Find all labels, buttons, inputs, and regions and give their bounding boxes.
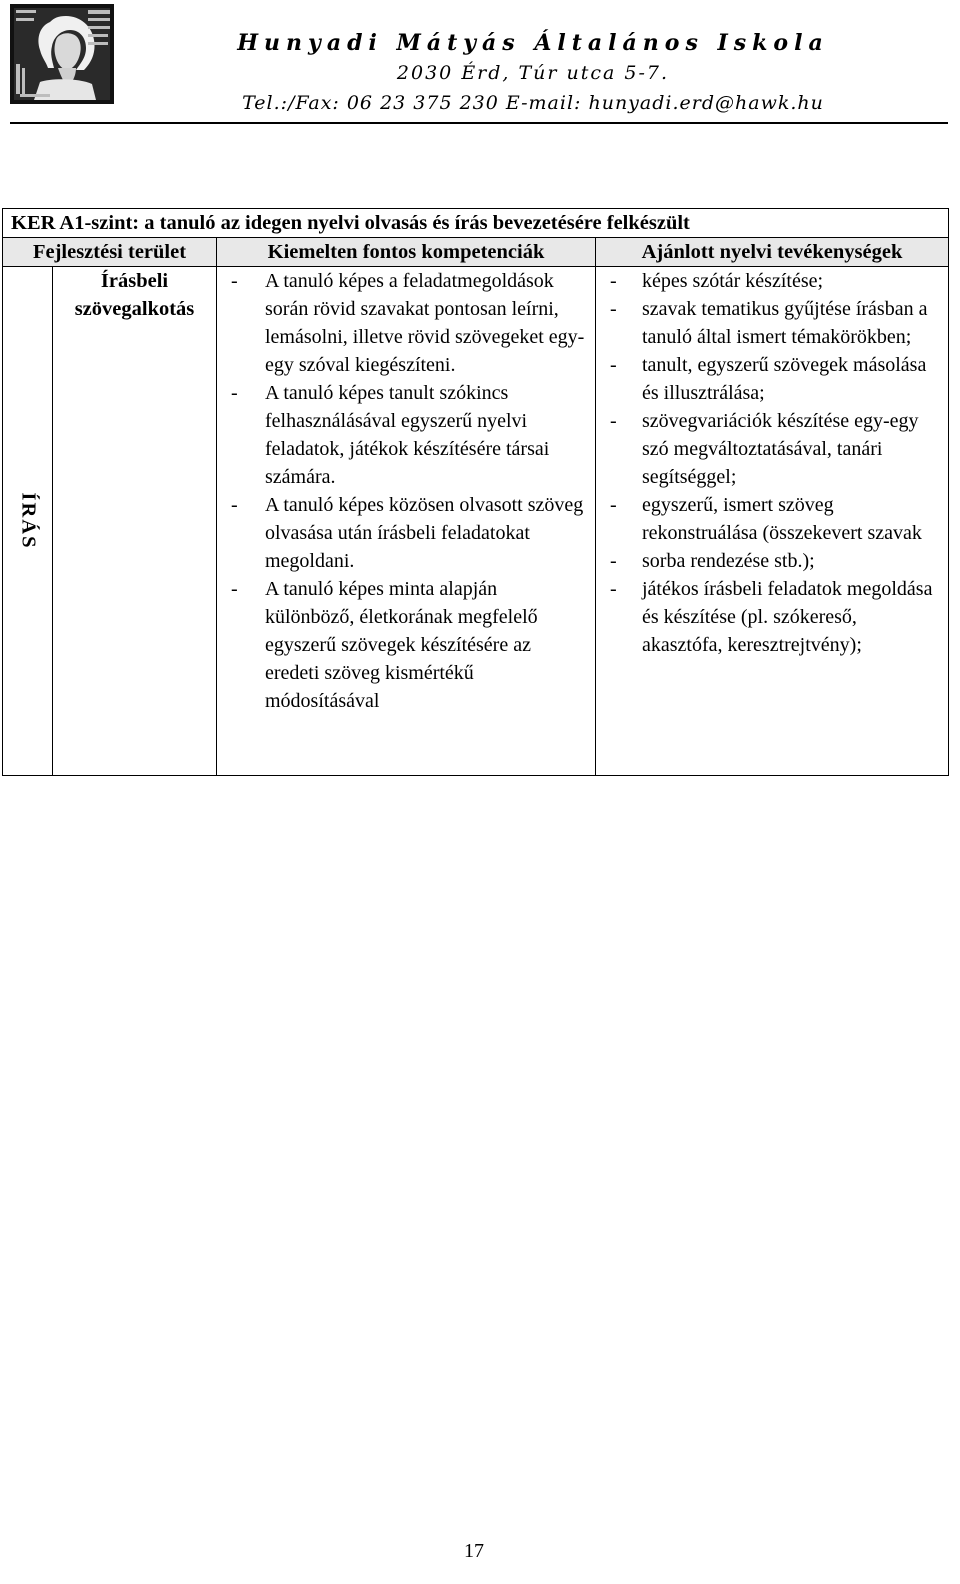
curriculum-table	[2, 208, 949, 776]
content-row	[3, 267, 949, 776]
letterhead	[128, 28, 938, 118]
list-item: - egyszerű, ismert szöveg rekonstruálása (összekevert szavak	[596, 491, 948, 547]
list-item: - A tanuló képes közösen olvasott szöveg olvasása után írásbeli feladatokat megoldani.	[217, 491, 595, 575]
header-divider	[10, 122, 948, 124]
list-item: - szavak tematikus gyűjtése írásban a tanuló által ismert témakörökben;	[596, 295, 948, 351]
list-item: - képes szótár készítése;	[596, 267, 948, 295]
competencies-list	[217, 267, 595, 715]
school-name: Hunyadi Mátyás Általános Iskola	[237, 30, 829, 56]
list-item: - A tanuló képes minta alapján különböző, életkorának megfelelő egyszerű szövegek készítésére az eredeti szöveg kismértékű módosításával	[217, 575, 595, 715]
skill-label: ÍRÁS	[17, 492, 39, 550]
list-item: - sorba rendezése stb.);	[596, 547, 948, 575]
development-area-line: szövegalkotás	[74, 298, 195, 320]
column-header-competencies: Kiemelten fontos kompetenciák	[217, 238, 596, 267]
list-item: - szövegvariációk készítése egy-egy szó megváltoztatásával, tanári segítséggel;	[596, 407, 948, 491]
development-area-line: Írásbeli	[100, 270, 169, 292]
column-header-row	[3, 238, 949, 267]
list-item: - A tanuló képes a feladatmegoldások során rövid szavakat pontosan leírni, lemásolni, illetve rövid szövegeket egy-egy szóval kiegészíteni.	[217, 267, 595, 379]
school-logo	[10, 4, 114, 104]
school-contact: Tel.:/Fax: 06 23 375 230 E-mail: hunyadi.erd@hawk.hu	[242, 92, 824, 114]
column-header-activities: Ajánlott nyelvi tevékenységek	[596, 238, 949, 267]
school-address: 2030 Érd, Túr utca 5-7.	[396, 62, 670, 84]
activities-cell	[596, 267, 949, 776]
king-matthias-portrait-seal-icon	[10, 4, 114, 104]
activities-list	[596, 267, 948, 659]
page-number: 17	[464, 1540, 484, 1562]
competencies-cell	[217, 267, 596, 776]
level-title: KER A1-szint: a tanuló az idegen nyelvi olvasás és írás bevezetésére felkészült	[3, 209, 949, 238]
level-title-row	[3, 209, 949, 238]
list-item: - A tanuló képes tanult szókincs felhasználásával egyszerű nyelvi feladatok, játékok készítésére társai számára.	[217, 379, 595, 491]
skill-cell	[3, 267, 53, 776]
list-item: - tanult, egyszerű szövegek másolása és illusztrálása;	[596, 351, 948, 407]
column-header-area: Fejlesztési terület	[3, 238, 217, 267]
development-area	[53, 267, 217, 776]
list-item: - játékos írásbeli feladatok megoldása és készítése (pl. szókereső, akasztófa, keresztrejtvény);	[596, 575, 948, 659]
